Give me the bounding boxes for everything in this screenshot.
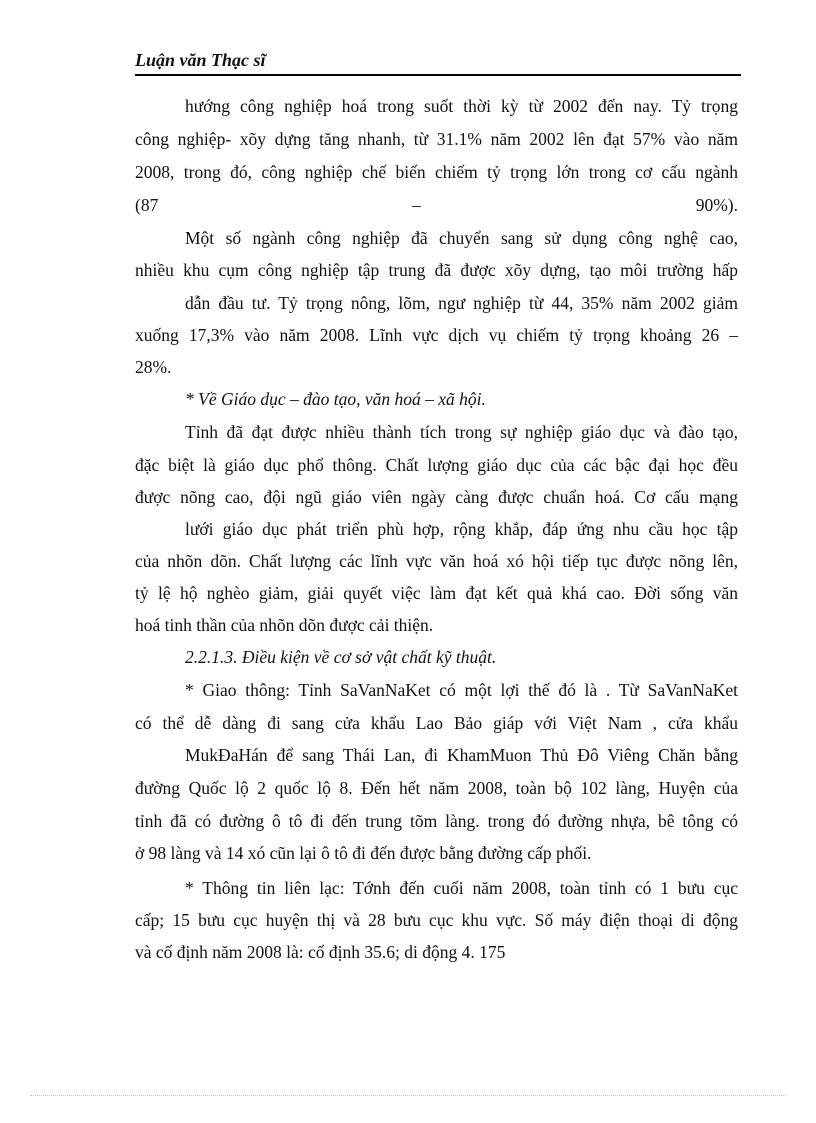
body-line: và cố định năm 2008 là: cố định 35.6; di động 4. 175	[135, 942, 506, 962]
body-line: 2008, trong đó, công nghiệp chế biến chiếm tỷ trọng lớn trong cơ cấu ngành	[135, 162, 738, 182]
page-header	[135, 48, 741, 76]
body-line: dẫn đầu tư. Tỷ trọng nông, lõm, ngư nghiệp từ 44, 35% năm 2002 giảm	[185, 293, 738, 313]
body-line: ở 98 làng và 14 xó cũn lại ô tô đi đến được bằng đường cấp phối.	[135, 843, 592, 863]
body-line: 90%).	[695, 195, 738, 215]
body-line: 28%.	[135, 357, 172, 377]
footer-divider	[30, 1095, 786, 1096]
body-line: có thể dễ dàng đi sang cửa khẩu Lao Bảo giáp với Việt Nam , cửa khẩu	[135, 713, 738, 733]
body-line: Tỉnh đã đạt được nhiều thành tích trong sự nghiệp giáo dục và đào tạo,	[185, 422, 738, 442]
section-heading: * Về Giáo dục – đào tạo, văn hoá – xã hội.	[185, 389, 486, 409]
body-line: hoá tinh thần của nhõn dõn được cải thiện.	[135, 615, 434, 635]
body-line: (87	[135, 195, 159, 215]
section-heading: 2.2.1.3. Điều kiện về cơ sở vật chất kỹ thuật.	[185, 647, 497, 667]
body-line: đường Quốc lộ 2 quốc lộ 8. Đến hết năm 2008, toàn bộ 102 làng, Huyện của	[135, 778, 738, 798]
body-line: được nõng cao, đội ngũ giáo viên ngày càng được chuẩn hoá. Cơ cấu mạng	[135, 487, 738, 507]
body-line: lưới giáo dục phát triển phù hợp, rộng khắp, đáp ứng nhu cầu học tập	[185, 519, 738, 539]
body-line: xuống 17,3% vào năm 2008. Lĩnh vực dịch vụ chiếm tỷ trọng khoảng 26 –	[135, 325, 738, 345]
body-line: * Giao thông: Tỉnh SaVanNaKet có một lợi thế đó là . Từ SaVanNaKet	[185, 680, 738, 700]
body-line: * Thông tin liên lạc: Tớnh đến cuối năm 2008, toàn tỉnh có 1 bưu cục	[185, 878, 738, 898]
body-line: Một số ngành công nghiệp đã chuyển sang sử dụng công nghệ cao,	[185, 228, 738, 248]
body-line: nhiều khu cụm công nghiệp tập trung đã được xõy dựng, tạo môi trường hấp	[135, 260, 738, 280]
body-line: MukĐaHán để sang Thái Lan, đi KhamMuon Thủ Đô Viêng Chăn bằng	[185, 745, 738, 765]
body-line: –	[412, 195, 421, 215]
body-line: của nhõn dõn. Chất lượng các lĩnh vực văn hoá xó hội tiếp tục được nõng lên,	[135, 551, 738, 571]
body-line: tỉnh đã có đường ô tô đi đến trung tõm làng. trong đó đường nhựa, bê tông có	[135, 811, 738, 831]
body-line: cấp; 15 bưu cục huyện thị và 28 bưu cục khu vực. Số máy điện thoại di động	[135, 910, 738, 930]
body-line: đặc biệt là giáo dục phổ thông. Chất lượng giáo dục của các bậc đại học đều	[135, 455, 738, 475]
body-line: hướng công nghiệp hoá trong suốt thời kỳ từ 2002 đến nay. Tỷ trọng	[185, 96, 738, 116]
body-line: tỷ lệ hộ nghèo giảm, giải quyết việc làm đạt kết quả khá cao. Đời sống văn	[135, 583, 738, 603]
header-title: Luận văn Thạc sĩ	[135, 50, 266, 70]
body-line: công nghiệp- xõy dựng tăng nhanh, từ 31.1% năm 2002 lên đạt 57% vào năm	[135, 129, 738, 149]
